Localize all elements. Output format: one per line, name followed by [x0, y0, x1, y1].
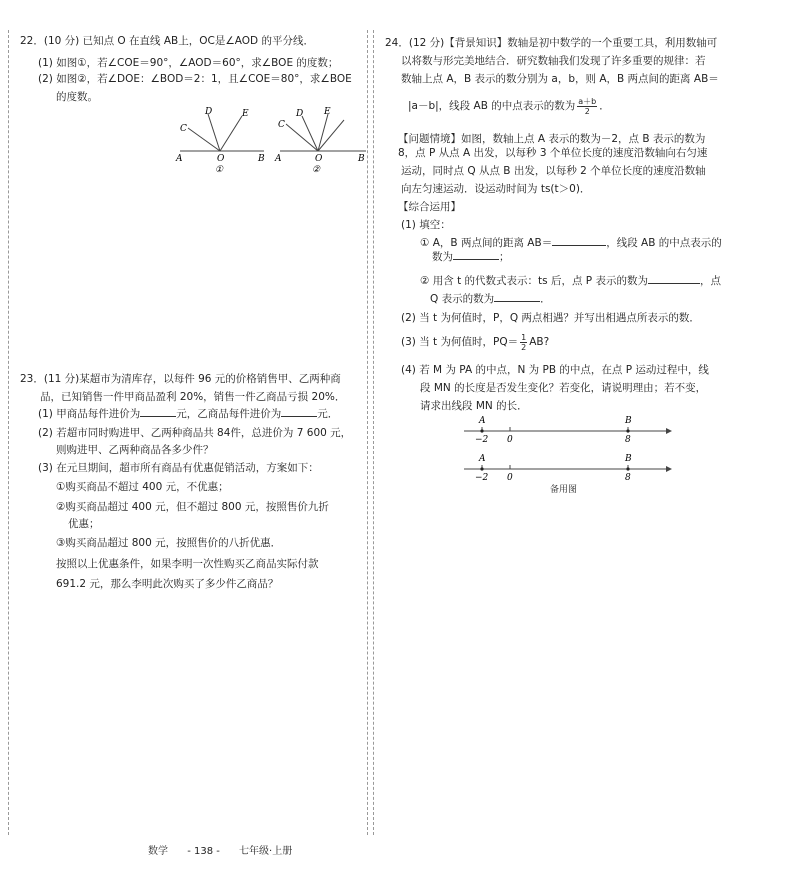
q24-fill2: ② 用含 t 的代数式表示：ts 后，点 P 表示的数为 ，点 [420, 275, 721, 287]
q24-fill2-cont: Q 表示的数为 ． [430, 293, 551, 305]
q23-sub1-c: 元． [317, 408, 339, 420]
q23-sub1 [38, 407, 338, 421]
q23-option2: ②购买商品超过 400 元，但不超过 800 元，按照售价九折 [56, 501, 329, 513]
q23-blank-1[interactable] [140, 416, 176, 417]
q23-option1: ①购买商品不超过 400 元，不优惠； [56, 481, 229, 493]
q24-line3: 数轴上点 A，B 表示的数分别为 a，b，则 A，B 两点间的距离 AB＝ [401, 73, 719, 85]
q24-part4-cont2: 请求出线段 MN 的长． [420, 400, 528, 412]
center-column-divider-2 [373, 30, 374, 835]
axis1-label-a: A [479, 416, 486, 426]
page-footer [148, 842, 292, 857]
q24-line6: 8，点 P 从点 A 出发，以每秒 3 个单位长度的速度沿数轴向右匀速 [398, 147, 708, 159]
q23-option3: ③购买商品超过 800 元，按照售价的八折优惠． [56, 537, 282, 549]
footer-subject: 数学 [148, 846, 168, 857]
q24-spare-figure-label: 备用图 [550, 485, 578, 495]
q23-condition-cont: 691.2 元，那么李明此次购买了多少件乙商品？ [56, 578, 279, 590]
fig2-point-o: O [315, 154, 323, 164]
footer-grade: 七年级·上册 [239, 846, 293, 857]
q24-line5: 【问题情境】如图，数轴上点 A 表示的数为－2，点 B 表示的数为 [398, 133, 706, 145]
axis2-label-a: A [479, 454, 486, 464]
q24-fill1: ① A，B 两点间的距离 AB＝ ，线段 AB 的中点表示的 [420, 237, 722, 249]
q22-figure-2 [274, 107, 366, 175]
q24-line4: |a－b|，线段 AB 的中点表示的数为 $\frac{a+b}{2}$ ． [408, 96, 610, 116]
q24-blank-p[interactable] [648, 283, 700, 284]
fig2-point-c: C [278, 120, 285, 130]
q24-half-fraction: $\frac{1}{2}$ [521, 332, 527, 352]
q23-sub1-b: 元，乙商品每件进价为 [176, 408, 282, 420]
fig2-point-d: D [296, 109, 304, 119]
fig1-point-a: A [176, 154, 183, 164]
fig1-caption: ① [215, 165, 224, 175]
axis1-num-8: 8 [625, 435, 631, 445]
q24-section-heading: 【综合运用】 [398, 201, 461, 213]
axis2-num-8: 8 [625, 473, 631, 483]
q23-sub1-a: (1) 甲商品每件进价为 [38, 408, 141, 420]
q23-sub2-cont: 则购进甲、乙两种商品各多少件？ [56, 444, 214, 456]
fig2-point-e: E [324, 107, 331, 117]
q23-line1: 23．(11 分)某超市为清库存，以每件 96 元的价格销售甲、乙两种商 [20, 373, 341, 385]
q24-line2: 以将数与形完美地结合．研究数轴我们发现了许多重要的规律：若 [401, 55, 706, 67]
q23-option2-cont: 优惠； [68, 518, 100, 530]
number-line-1 [464, 416, 672, 445]
axis1-label-b: B [625, 416, 632, 426]
q24-number-lines [460, 412, 680, 492]
q23-condition: 按照以上优惠条件，如果李明一次性购买乙商品实际付款 [56, 558, 319, 570]
fig1-point-o: O [217, 154, 225, 164]
q22-part2-cont: 的度数。 [56, 91, 98, 103]
fig2-caption: ② [312, 165, 321, 175]
q23-sub3: (3) 在元旦期间，超市所有商品有优惠促销活动，方案如下： [38, 462, 319, 474]
q24-line7: 运动，同时点 Q 从点 B 出发，以每秒 2 个单位长度的速度沿数轴 [401, 165, 706, 177]
footer-page-number: - 138 - [187, 846, 220, 857]
q24-part4: (4) 若 M 为 PA 的中点，N 为 PB 的中点，在点 P 运动过程中，线 [401, 364, 709, 376]
fig2-point-a: A [275, 154, 282, 164]
fig1-point-b: B [258, 154, 265, 164]
q24-line8: 向左匀速运动．设运动时间为 ts(t＞0)． [401, 183, 591, 195]
axis2-num-minus2: −2 [475, 473, 489, 483]
fig1-point-c: C [180, 124, 187, 134]
fig2-point-b: B [358, 154, 365, 164]
q24-midpoint-fraction: $\frac{a+b}{2}$ [578, 96, 597, 116]
q24-fill1-cont: 数为 ； [432, 251, 510, 263]
q22-part1: (1) 如图①，若∠COE＝90°，∠AOD＝60°，求∠BOE 的度数； [38, 57, 339, 69]
q24-part3: (3) 当 t 为何值时，PQ＝ $\frac{1}{2}$ AB? [401, 332, 550, 352]
q24-blank-q[interactable] [494, 301, 540, 302]
q22-heading: 22．(10 分) 已知点 O 在直线 AB上，OC是∠AOD 的平分线． [20, 35, 314, 47]
axis1-num-minus2: −2 [475, 435, 489, 445]
q24-line4-a: |a－b|，线段 AB 的中点表示的数为 [408, 100, 576, 112]
axis1-num-0: 0 [507, 435, 513, 445]
q22-figures [172, 106, 372, 176]
q22-part2: (2) 如图②，若∠DOE：∠BOD＝2：1，且∠COE＝80°，求∠BOE [38, 73, 352, 85]
q24-part1: (1) 填空： [401, 219, 451, 231]
fig1-point-e: E [242, 109, 249, 119]
q23-blank-2[interactable] [281, 416, 317, 417]
axis2-num-0: 0 [507, 473, 513, 483]
q24-part2: (2) 当 t 为何值时，P，Q 两点相遇？并写出相遇点所表示的数． [401, 312, 700, 324]
q23-sub2: (2) 若超市同时购进甲、乙两种商品共 84件，总进价为 7 600 元， [38, 427, 352, 439]
q24-part4-cont1: 段 MN 的长度是否发生变化？若变化，请说明理由；若不变， [420, 382, 707, 394]
number-line-2 [464, 454, 672, 483]
q22-figure-1 [175, 107, 265, 175]
q24-line1: 24．(12 分)【背景知识】数轴是初中数学的一个重要工具，利用数轴可 [385, 37, 718, 49]
fig1-point-d: D [205, 107, 213, 117]
q23-line2: 品，已知销售一件甲商品盈利 20%，销售一件乙商品亏损 20%． [40, 391, 346, 403]
axis2-label-b: B [625, 454, 632, 464]
q24-blank-midpoint[interactable] [453, 259, 499, 260]
left-column-divider [8, 30, 9, 835]
q24-blank-ab[interactable] [552, 245, 606, 246]
